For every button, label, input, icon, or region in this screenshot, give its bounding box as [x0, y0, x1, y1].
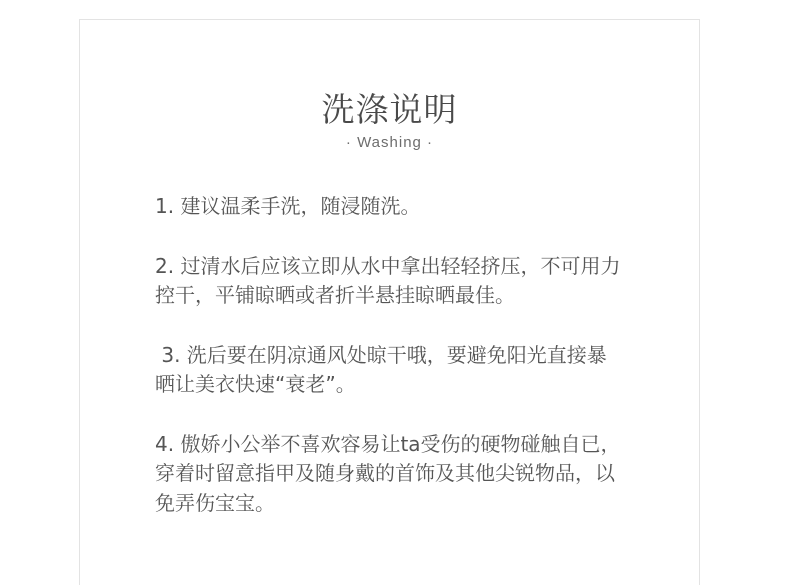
page-subtitle: · Washing ·	[345, 134, 434, 151]
instruction-item-3: 3. 洗后要在阴凉通风处晾干哦，要避免阳光直接暴晒让美衣快速“衰老”。	[155, 342, 607, 396]
washing-instructions-card	[79, 19, 700, 585]
page-title: 洗涤说明	[321, 90, 458, 129]
instruction-item-4: 4. 傲娇小公举不喜欢容易让ta受伤的硬物碰触自已，穿着时留意指甲及随身戴的首饰及其他尖锐物品，以免弄伤宝宝。	[155, 431, 621, 515]
instruction-list	[155, 192, 625, 548]
instruction-item-1: 1. 建议温柔手洗，随浸随洗。	[155, 194, 421, 218]
instruction-item-2: 2. 过清水后应该立即从水中拿出轻轻挤压，不可用力控干，平铺晾晒或者折半悬挂晾晒最佳。	[155, 253, 621, 307]
